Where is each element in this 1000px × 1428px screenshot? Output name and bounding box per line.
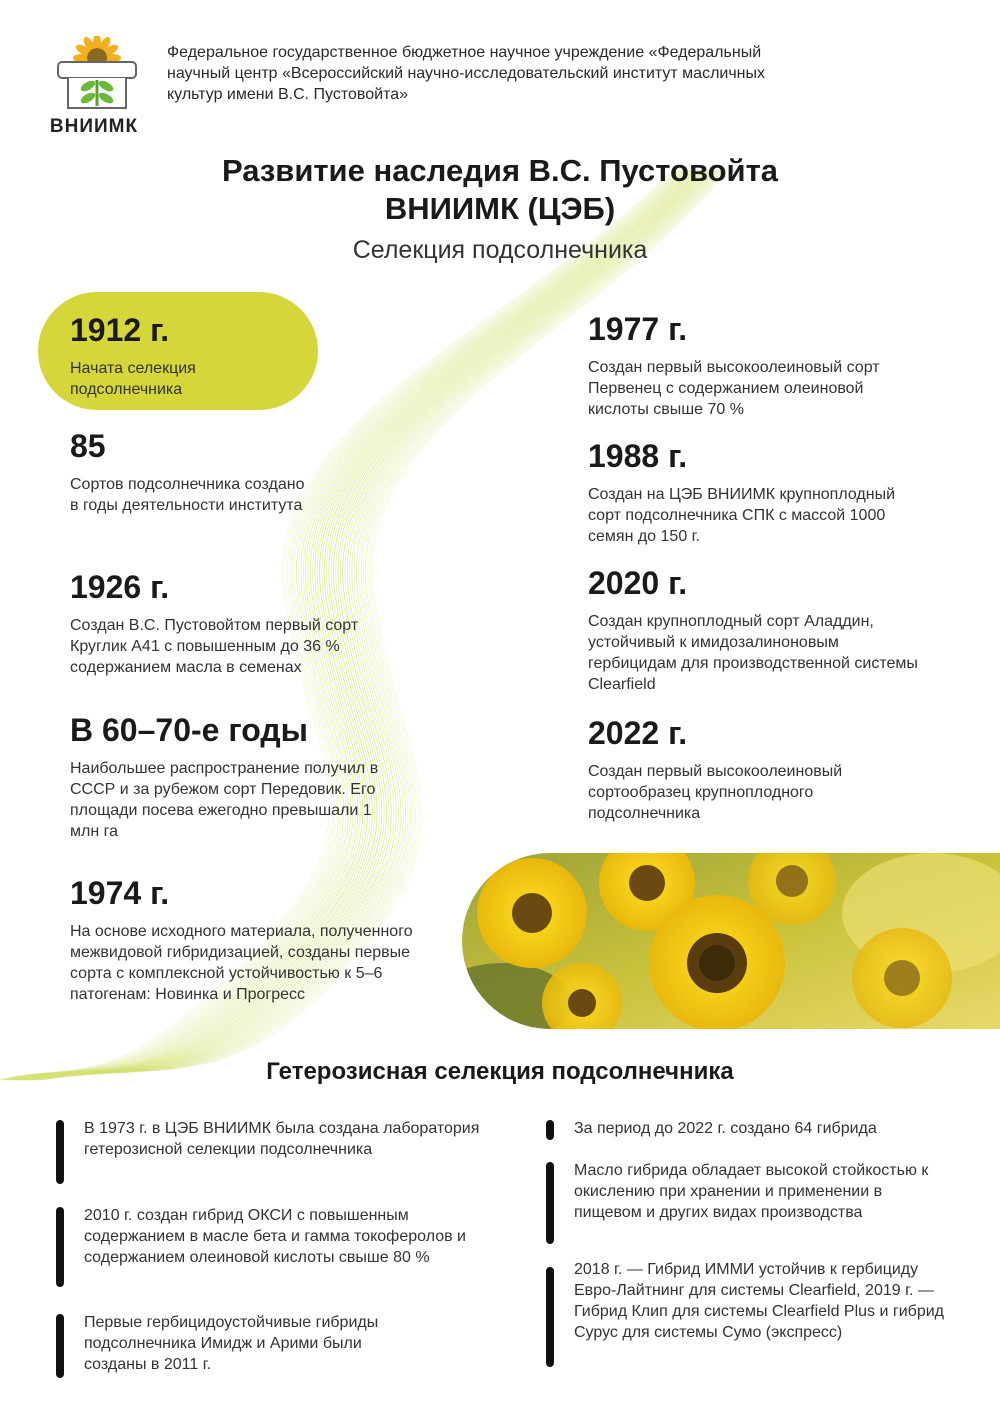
timeline-desc: Создан первый высокоолеиновый сортообразец крупноплодного подсолнечника [588,763,843,822]
bullet-item [546,1118,966,1144]
bullet-item [546,1160,966,1248]
bullet-text: В 1973 г. в ЦЭБ ВНИИМК была создана лаборатория гетерозисной селекции подсолнечника [84,1120,480,1158]
timeline-year: 1974 г. [70,875,170,911]
timeline-item [588,438,928,547]
timeline-desc: Создан первый высокоолеиновый сорт Первенец с содержанием олеиновой кислоты свыше 70 % [588,359,880,418]
timeline-desc: Наибольшее распространение получил в СССР и за рубежом сорт Передовик. Его площади посева ежегодно превышали 1 млн га [70,760,379,840]
timeline-item [588,565,928,695]
bullet-bar [56,1207,64,1287]
bullet-item [56,1118,480,1188]
timeline-year: 1988 г. [588,438,688,474]
timeline-desc: На основе исходного материала, полученного межвидовой гибридизацией, созданы первые сорта с комплексной устойчивостью к 5–6 патогенам: Новинка и Прогресс [70,923,413,1003]
page-title [0,152,1000,228]
bullet-bar [546,1162,554,1244]
timeline-desc: Начата селекция подсолнечника [70,360,196,398]
timeline-item [588,715,908,824]
logo-text: ВНИИМК [49,116,139,137]
page-title-line1: Развитие наследия В.С. Пустовойта [221,153,779,188]
timeline-year: В 60–70-е годы [70,712,308,748]
timeline-year: 2022 г. [588,715,688,751]
page-subtitle: Селекция подсолнечника [352,236,648,264]
timeline-year: 2020 г. [588,565,688,601]
bullet-text: Первые гербицидоустойчивые гибриды подсолнечника Имидж и Арими были созданы в 2011 г. [84,1314,379,1373]
timeline-item [70,712,400,842]
bullet-item [546,1259,966,1371]
timeline-year: 85 [70,428,106,464]
section-title: Гетерозисная селекция подсолнечника [266,1058,734,1085]
timeline-year: 1912 г. [70,312,170,348]
bullet-bar [56,1120,64,1184]
timeline-desc: Создан крупноплодный сорт Аладдин, устойчивый к имидозалиноновым гербицидам для производственной системы Clearfield [588,613,918,693]
timeline-item [70,312,310,400]
bullet-text: Масло гибрида обладает высокой стойкостью к окислению при хранении и применении в пищевом и других видах производства [574,1162,929,1221]
timeline-desc: Создан В.С. Пустовойтом первый сорт Круглик А41 с повышенным до 36 % содержанием масла в семенах [70,617,359,676]
timeline-item [70,428,310,516]
bullet-text: 2010 г. создан гибрид ОКСИ с повышенным содержанием в масле бета и гамма токоферолов и содержанием олеиновой кислоты свыше 80 % [84,1207,466,1266]
page-title-line2: ВНИИМК (ЦЭБ) [384,191,616,226]
bullet-bar [546,1267,554,1367]
bullet-item [56,1312,476,1382]
timeline-item [70,875,420,1005]
bullet-bar [56,1314,64,1378]
bullet-bar [546,1120,554,1140]
sunflower-field-image [462,853,1000,1029]
timeline-year: 1926 г. [70,569,170,605]
timeline-year: 1977 г. [588,311,688,347]
bullet-item [56,1205,496,1293]
timeline-item [70,569,410,678]
organization-name: Федеральное государственное бюджетное научное учреждение «Федеральный научный центр «Всероссийский научно-исследовательский институт масличных культур имени В.С. Пустовойта» [167,44,766,103]
timeline-desc: Создан на ЦЭБ ВНИИМК крупноплодный сорт подсолнечника СПК с массой 1000 семян до 150 г. [588,486,896,545]
timeline-item [588,311,888,420]
bullet-text: 2018 г. — Гибрид ИММИ устойчив к гербициду Евро-Лайтнинг для системы Clearfield, 2019 г. — Гибрид Клип для системы Clearfield Plus и гибрид Сурус для системы Сумо (экспресс) [574,1261,944,1341]
bullet-text: За период до 2022 г. создано 64 гибрида [574,1120,877,1137]
timeline-desc: Сортов подсолнечника создано в годы деятельности института [70,476,305,514]
sunflower-photo [462,853,1000,1029]
